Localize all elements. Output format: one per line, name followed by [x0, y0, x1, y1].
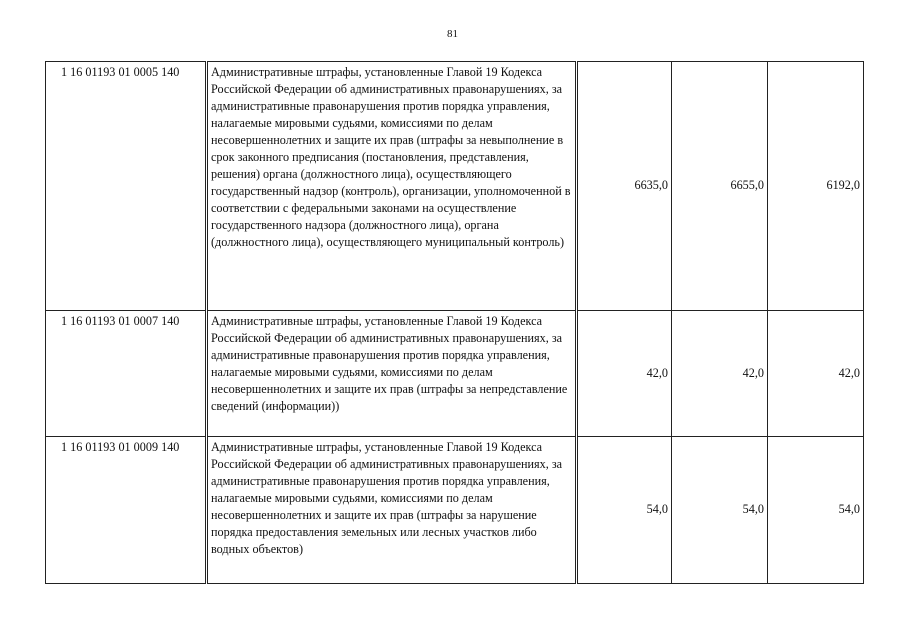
- amount-cell: 54,0: [768, 437, 864, 584]
- amount-cell: 42,0: [672, 311, 768, 437]
- table-row: [46, 437, 864, 584]
- budget-classification-code: 1 16 01193 01 0009 140: [46, 437, 207, 584]
- table-row: [46, 62, 864, 311]
- amount-cell: 42,0: [577, 311, 672, 437]
- amount-cell: 54,0: [672, 437, 768, 584]
- budget-classification-code: 1 16 01193 01 0007 140: [46, 311, 207, 437]
- amount-cell: 6655,0: [672, 62, 768, 311]
- revenue-description: Административные штрафы, установленные Главой 19 Кодекса Российской Федерации об административных правонарушениях, за административные правонарушения против порядка управления, налагаемые мировыми судьями, комиссиями по делам несовершеннолетних и защите их прав (штрафы за невыполнение в срок законного предписания (постановления, представления, решения) органа (должностного лица), осуществляющего государственный надзор (контроль), организации, уполномоченной в соответствии с федеральными законами на осуществление государственного надзора (должностного лица), органа (должностного лица), осуществляющего муниципальный контроль): [207, 62, 577, 311]
- page-number: 81: [447, 28, 458, 40]
- amount-cell: 42,0: [768, 311, 864, 437]
- amount-cell: 6192,0: [768, 62, 864, 311]
- revenue-description: Административные штрафы, установленные Главой 19 Кодекса Российской Федерации об административных правонарушениях, за административные правонарушения против порядка управления, налагаемые мировыми судьями, комиссиями по делам несовершеннолетних и защите их прав (штрафы за непредставление сведений (информации)): [207, 311, 577, 437]
- table-row: [46, 311, 864, 437]
- budget-classification-code: 1 16 01193 01 0005 140: [46, 62, 207, 311]
- budget-revenue-table: [45, 61, 864, 584]
- amount-cell: 6635,0: [577, 62, 672, 311]
- revenue-description: Административные штрафы, установленные Главой 19 Кодекса Российской Федерации об административных правонарушениях, за административные правонарушения против порядка управления, налагаемые мировыми судьями, комиссиями по делам несовершеннолетних и защите их прав (штрафы за нарушение порядка предоставления земельных или лесных участков либо водных объектов): [207, 437, 577, 584]
- amount-cell: 54,0: [577, 437, 672, 584]
